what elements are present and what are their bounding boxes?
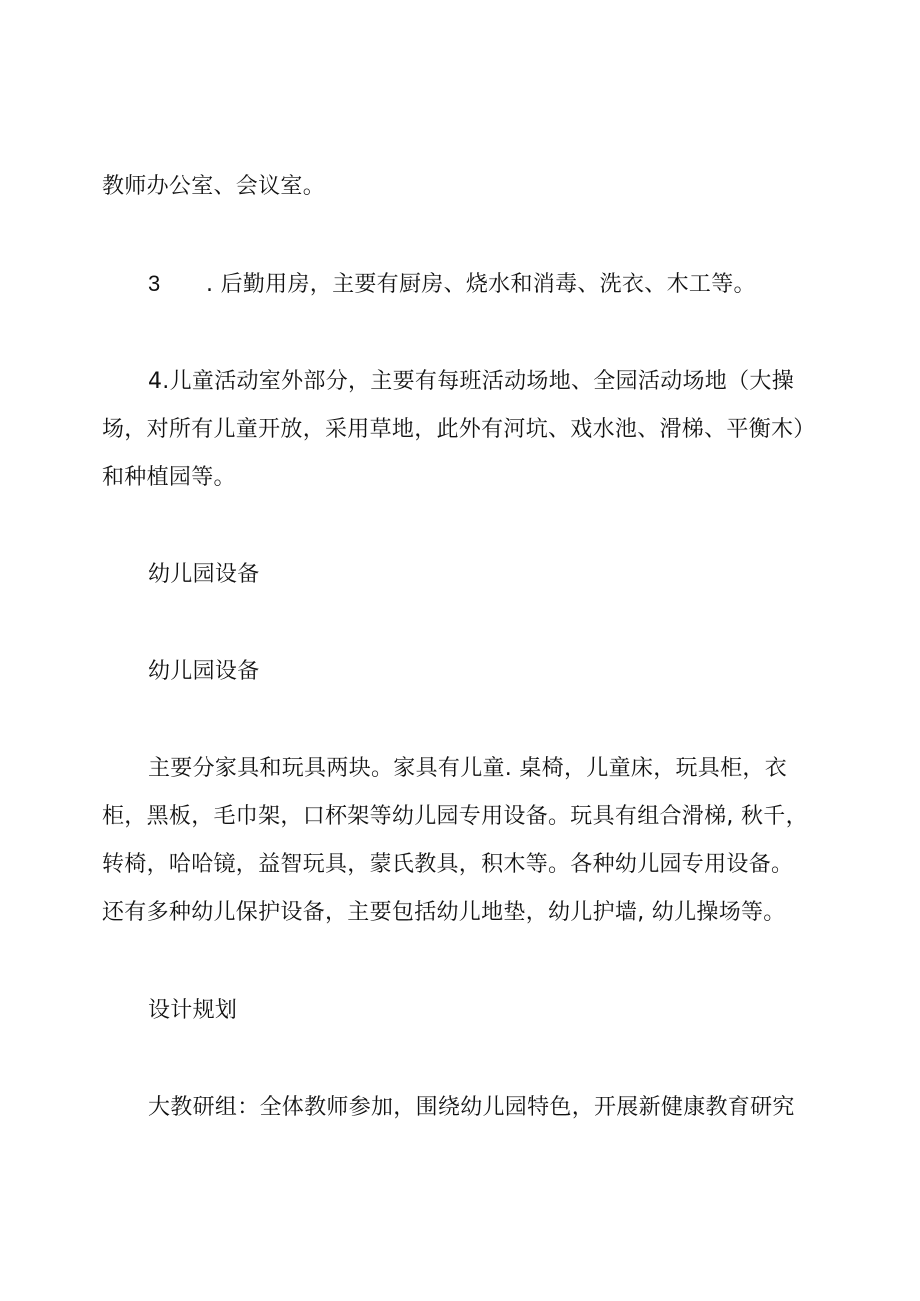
logistics-text: . 后勤用房，主要有厨房、烧水和消毒、洗衣、木工等。 <box>206 272 756 297</box>
paragraph-outdoor-line-1: 4.儿童活动室外部分，主要有每班活动场地、全园活动场地（大操 <box>148 369 794 394</box>
paragraph-outdoor-line-2: 场，对所有儿童开放，采用草地，此外有河坑、戏水池、滑梯、平衡木） <box>102 417 816 442</box>
paragraph-outdoor-line-3: 和种植园等。 <box>102 465 236 490</box>
heading-design: 设计规划 <box>148 998 238 1023</box>
paragraph-equipment-line-4: 还有多种幼儿保护设备，主要包括幼儿地垫，幼儿护墙, 幼儿操场等。 <box>102 900 786 925</box>
paragraph-equipment-line-3: 转椅，哈哈镜，益智玩具，蒙氏教具，积木等。各种幼儿园专用设备。 <box>102 852 794 877</box>
heading-equipment: 幼儿园设备 <box>148 562 260 587</box>
list-number: 3 <box>148 271 161 296</box>
paragraph-research: 大教研组：全体教师参加，围绕幼儿园特色，开展新健康教育研究 <box>148 1095 795 1120</box>
heading-equipment-repeat: 幼儿园设备 <box>148 659 260 684</box>
paragraph-equipment-line-2: 柜，黑板，毛巾架，口杯架等幼儿园专用设备。玩具有组合滑梯, 秋千， <box>102 804 808 829</box>
paragraph-equipment-line-1: 主要分家具和玩具两块。家具有儿童. 桌椅，儿童床，玩具柜，衣 <box>148 756 787 781</box>
paragraph-logistics <box>148 268 756 301</box>
paragraph-offices: 教师办公室、会议室。 <box>102 174 326 199</box>
